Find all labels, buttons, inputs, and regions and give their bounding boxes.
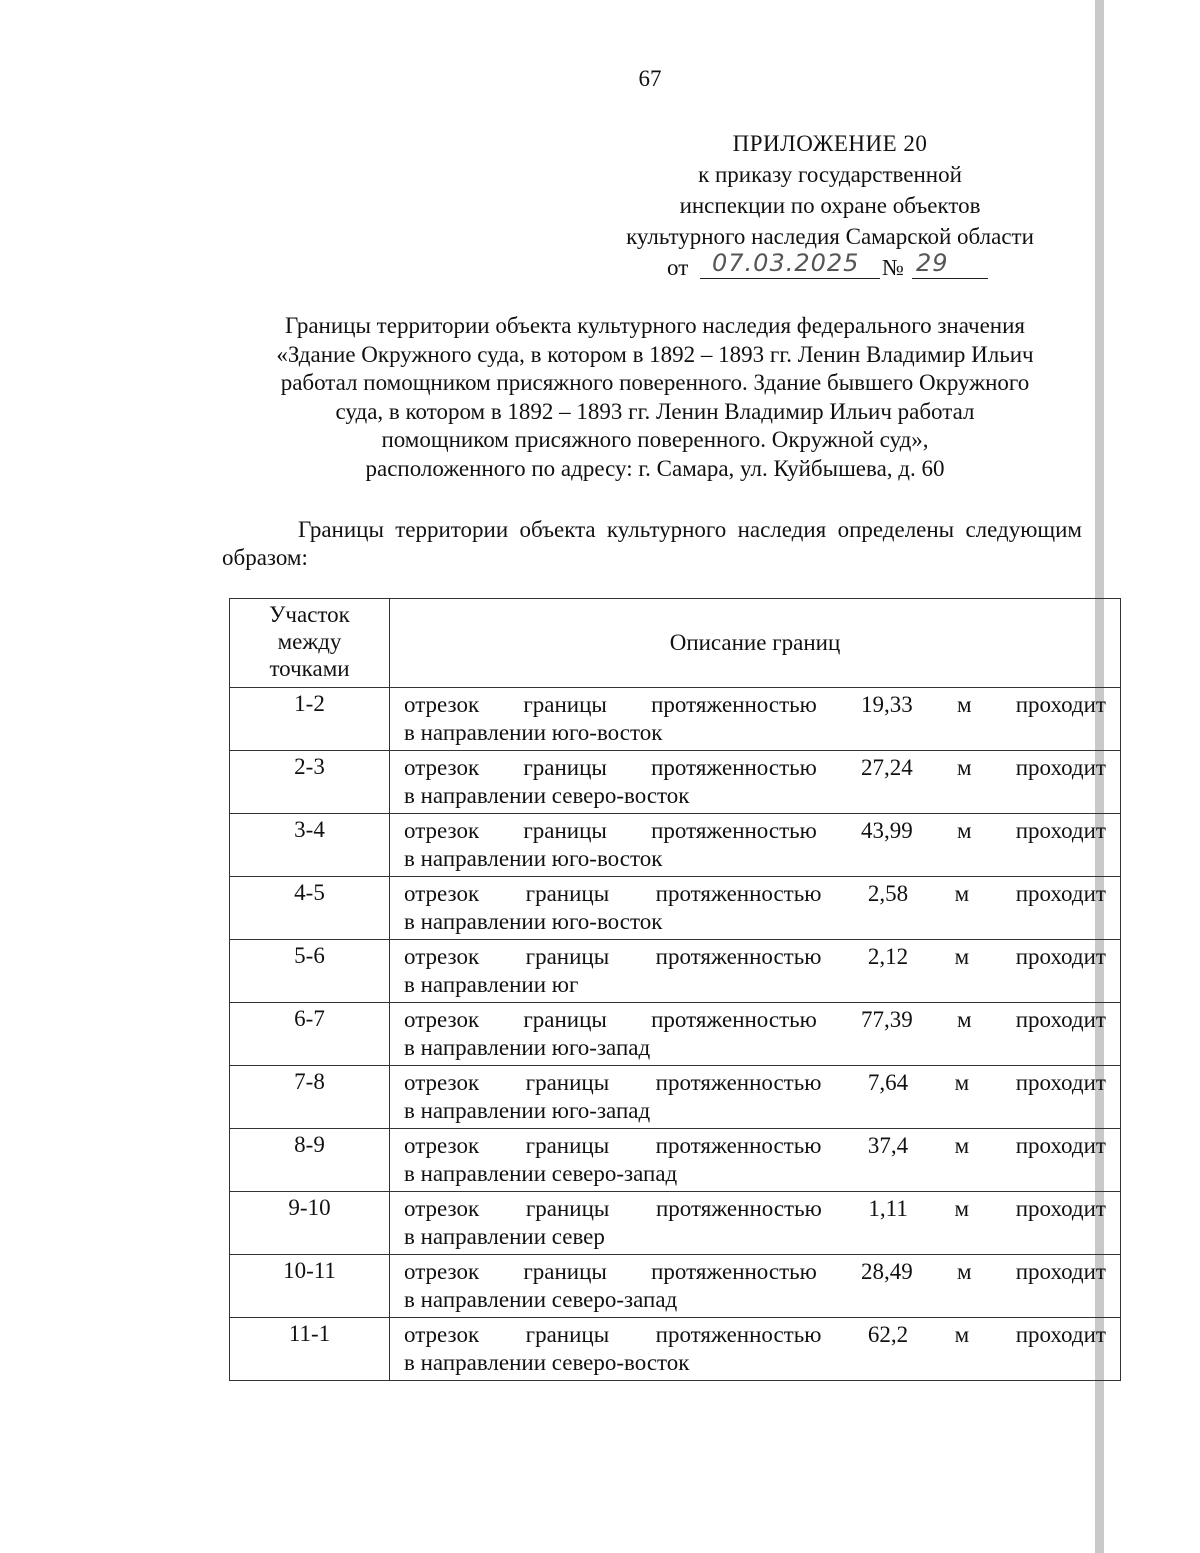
description-cell [390,1129,1121,1192]
word-boundary: границы [523,692,607,717]
header-segment-line: Участок [269,602,350,627]
handwritten-number: 29 [916,249,949,277]
word-passes: проходит [1015,1196,1106,1221]
date-prefix: от [667,255,689,280]
description-cell [390,877,1121,940]
length-value: 1,11 [868,1196,908,1221]
word-boundary: границы [525,1322,610,1347]
word-boundary: границы [525,1070,610,1095]
length-value: 2,12 [867,944,909,969]
length-value: 37,4 [867,1133,909,1158]
unit: м [956,1259,972,1284]
length-value: 27,24 [861,755,913,780]
header-description: Описание границ [390,599,1121,688]
direction-text: в направлении северо-восток [404,1350,690,1375]
word-length: протяженностью [651,1007,817,1032]
intro-paragraph: Границы территории объекта культурного наследия определены следующим образом: [222,517,1082,570]
length-value: 77,39 [861,1007,913,1032]
heading-line: помощником присяжного поверенного. Окружной суд», [381,427,929,452]
unit: м [954,1133,970,1158]
heading-line: «Здание Окружного суда, в котором в 1892 – 1893 гг. Ленин Владимир Ильич [276,341,1034,367]
description-cell [390,1066,1121,1129]
word-segment: отрезок [404,881,480,906]
header-segment [230,599,390,688]
direction-text: в направлении северо-запад [404,1161,678,1186]
appendix-line: к приказу государственной [698,162,962,187]
word-length: протяженностью [651,755,817,780]
table-row [230,877,1121,940]
table-row [230,688,1121,751]
description-line-1 [404,1069,1106,1097]
length-value: 62,2 [867,1322,909,1347]
word-length: протяженностью [651,692,817,717]
word-passes: проходит [1015,818,1106,843]
table-row [230,940,1121,1003]
heading-line: Границы территории объекта культурного наследия федерального значения [285,313,1025,338]
description-line-1 [404,943,1106,971]
word-length: протяженностью [655,944,822,969]
word-length: протяженностью [656,1196,822,1221]
description-cell [390,1003,1121,1066]
appendix-block [560,128,1100,283]
direction-text: в направлении северо-восток [404,783,690,808]
segment-cell: 6-7 [230,1003,390,1066]
number-field [912,249,988,279]
word-segment: отрезок [404,1259,480,1284]
description-line-1 [404,817,1106,845]
appendix-line: инспекции по охране объектов [679,193,981,218]
word-passes: проходит [1015,1133,1106,1158]
unit: м [954,881,970,906]
description-cell [390,751,1121,814]
description-line-1 [404,754,1106,782]
word-boundary: границы [525,1133,610,1158]
length-value: 7,64 [867,1070,909,1095]
description-line-1 [404,1006,1106,1034]
segment-cell: 2-3 [230,751,390,814]
word-length: протяженностью [655,1070,822,1095]
document-heading [215,312,1095,483]
unit: м [956,1007,972,1032]
heading-line: суда, в котором в 1892 – 1893 гг. Ленин Владимир Ильич работал [335,398,975,424]
word-passes: проходит [1015,1322,1106,1347]
description-line-1 [404,1321,1106,1349]
length-value: 43,99 [861,818,913,843]
unit: м [954,1322,970,1347]
segment-cell: 10-11 [230,1255,390,1318]
word-passes: проходит [1015,881,1106,906]
header-segment-line: между [277,629,342,654]
number-label: № [882,255,904,280]
word-boundary: границы [523,755,607,780]
word-passes: проходит [1015,755,1106,780]
table-row [230,1192,1121,1255]
appendix-title: ПРИЛОЖЕНИЕ 20 [732,131,928,156]
length-value: 28,49 [861,1259,913,1284]
segment-cell: 11-1 [230,1318,390,1381]
word-segment: отрезок [404,1196,480,1221]
boundaries-table [229,598,1121,1381]
direction-text: в направлении юго-восток [404,909,663,934]
word-length: протяженностью [651,1259,817,1284]
direction-text: в направлении юго-восток [404,846,663,871]
description-cell [390,1318,1121,1381]
description-line-1 [404,691,1106,719]
description-cell [390,814,1121,877]
word-segment: отрезок [404,755,480,780]
length-value: 2,58 [867,881,909,906]
appendix-line: культурного наследия Самарской области [626,224,1034,249]
word-boundary: границы [525,881,610,906]
unit: м [956,818,972,843]
word-passes: проходит [1015,692,1106,717]
description-cell [390,688,1121,751]
segment-cell: 3-4 [230,814,390,877]
description-cell [390,1192,1121,1255]
direction-text: в направлении юго-восток [404,720,663,745]
word-passes: проходит [1015,1259,1106,1284]
word-boundary: границы [523,1259,607,1284]
table-row [230,1129,1121,1192]
word-segment: отрезок [404,818,480,843]
table-row [230,1318,1121,1381]
heading-line: расположенного по адресу: г. Самара, ул. Куйбышева, д. 60 [365,455,945,481]
word-length: протяженностью [655,1322,822,1347]
word-segment: отрезок [404,1007,480,1032]
unit: м [956,692,972,717]
heading-line: работал помощником присяжного поверенного. Здание бывшего Окружного [280,370,1030,395]
direction-text: в направлении юго-запад [404,1098,651,1123]
description-line-1 [404,1132,1106,1160]
word-passes: проходит [1015,944,1106,969]
direction-text: в направлении юго-запад [404,1035,651,1060]
order-date-line [560,249,1100,283]
description-line-1 [404,1258,1106,1286]
word-length: протяженностью [655,1133,822,1158]
word-boundary: границы [523,1007,607,1032]
unit: м [954,1070,970,1095]
segment-cell: 9-10 [230,1192,390,1255]
word-passes: проходит [1015,1007,1106,1032]
word-length: протяженностью [651,818,817,843]
word-segment: отрезок [404,1322,480,1347]
table-row [230,814,1121,877]
table-row [230,751,1121,814]
segment-cell: 4-5 [230,877,390,940]
direction-text: в направлении юг [404,972,579,997]
date-field [700,249,880,279]
word-segment: отрезок [404,692,480,717]
segment-cell: 7-8 [230,1066,390,1129]
word-passes: проходит [1015,1070,1106,1095]
word-boundary: границы [525,944,610,969]
word-boundary: границы [525,1196,610,1221]
handwritten-date: 07.03.2025 [712,249,860,277]
unit: м [956,755,972,780]
description-cell [390,940,1121,1003]
table-row [230,1255,1121,1318]
length-value: 19,33 [861,692,913,717]
segment-cell: 1-2 [230,688,390,751]
description-line-1 [404,880,1106,908]
word-segment: отрезок [404,1070,480,1095]
page-number: 67 [638,66,662,91]
unit: м [954,1196,970,1221]
unit: м [954,944,970,969]
segment-cell: 8-9 [230,1129,390,1192]
header-segment-line: точками [269,656,350,681]
word-length: протяженностью [655,881,822,906]
table-row [230,1066,1121,1129]
direction-text: в направлении север [404,1224,605,1249]
description-line-1 [404,1195,1106,1223]
direction-text: в направлении северо-запад [404,1287,678,1312]
word-boundary: границы [523,818,607,843]
table-row [230,1003,1121,1066]
word-segment: отрезок [404,1133,480,1158]
segment-cell: 5-6 [230,940,390,1003]
description-cell [390,1255,1121,1318]
word-segment: отрезок [404,944,480,969]
table-header-row [230,599,1121,688]
